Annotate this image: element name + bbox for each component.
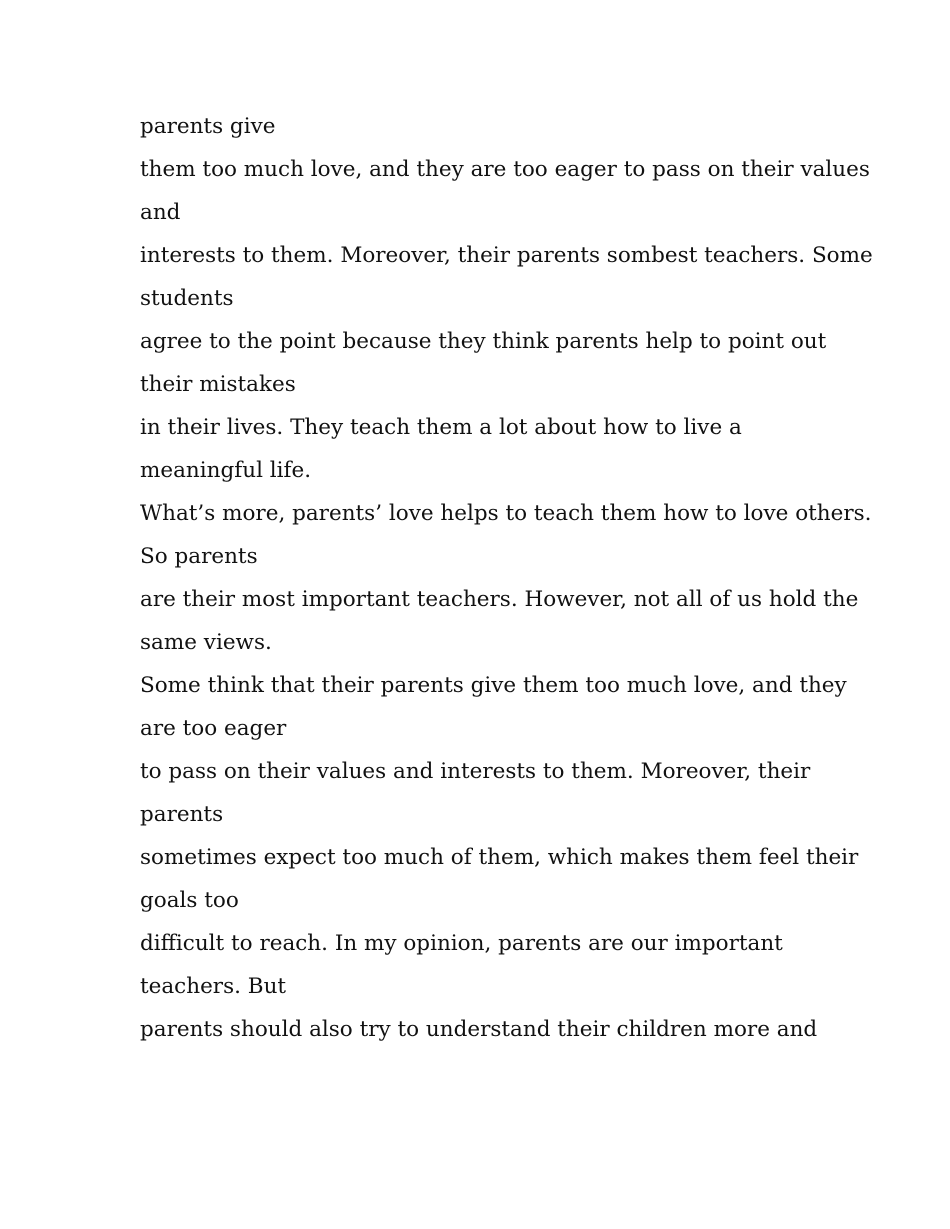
text-line: to pass on their values and interests to them. Moreover, their [140, 759, 811, 784]
text-line: agree to the point because they think parents help to point out [140, 329, 827, 354]
text-line: are too eager [140, 716, 287, 741]
text-line: teachers. But [140, 974, 287, 999]
text-line: parents [140, 802, 224, 827]
text-line: meaningful life. [140, 458, 312, 483]
text-line: in their lives. They teach them a lot about how to live a [140, 415, 742, 440]
text-line: and [140, 200, 181, 225]
text-line: students [140, 286, 234, 311]
text-line: Some think that their parents give them too much love, and they [140, 673, 847, 698]
text-line: What’s more, parents’ love helps to teach them how to love others. [140, 501, 872, 526]
text-line: interests to them. Moreover, their parents sombest teachers. Some [140, 243, 873, 268]
text-line: sometimes expect too much of them, which makes them feel their [140, 845, 859, 870]
text-line: difficult to reach. In my opinion, parents are our important [140, 931, 783, 956]
text-line: them too much love, and they are too eager to pass on their values [140, 157, 870, 182]
text-line: their mistakes [140, 372, 296, 397]
text-line: parents give [140, 114, 276, 139]
text-line: are their most important teachers. However, not all of us hold the [140, 587, 859, 612]
text-line: parents should also try to understand their children more and [140, 1017, 818, 1042]
document-body [140, 105, 873, 1051]
text-line: same views. [140, 630, 272, 655]
text-line: So parents [140, 544, 258, 569]
text-line: goals too [140, 888, 239, 913]
